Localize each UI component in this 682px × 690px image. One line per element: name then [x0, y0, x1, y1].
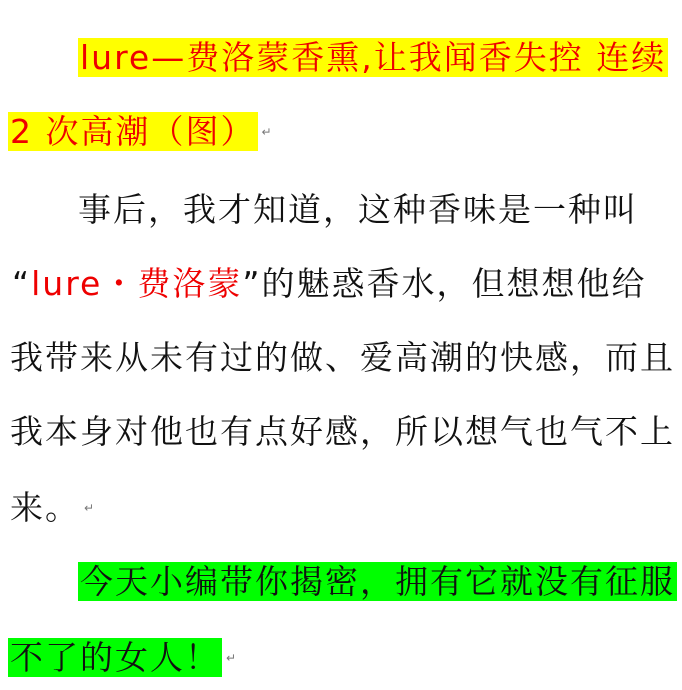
paragraph-1-text-1: 事后，我才知道，这种香味是一种叫 [78, 190, 638, 229]
paragraph-1-text-2: ”的魅惑香水，但想想他给 [242, 264, 647, 303]
paragraph-1-line-1 [78, 188, 638, 232]
paragraph-1-line-4 [10, 410, 675, 454]
product-name: lure・费洛蒙 [31, 264, 243, 303]
paragraph-2-highlight-2: 不了的女人！ [10, 638, 220, 677]
paragraph-mark-icon: ↵ [84, 501, 95, 515]
paragraph-1-text-3: 我带来从未有过的做、爱高潮的快感，而且 [10, 338, 675, 377]
paragraph-1-text-4: 我本身对他也有点好感，所以想气也气不上 [10, 412, 675, 451]
quote-open: “ [12, 264, 32, 303]
paragraph-1-line-2 [12, 262, 646, 306]
paragraph-2-line-2 [8, 636, 236, 680]
paragraph-mark-icon: ↵ [261, 125, 272, 139]
paragraph-1-text-5: 来。 [10, 488, 80, 527]
headline-line-1 [78, 36, 668, 80]
paragraph-mark-icon: ↵ [226, 651, 237, 665]
paragraph-2-highlight-1: 今天小编带你揭密，拥有它就没有征服 [80, 562, 675, 601]
headline-line-2 [8, 110, 272, 154]
paragraph-2-line-1 [78, 560, 677, 604]
headline-highlight-1: lure—费洛蒙香熏,让我闻香失控 连续 [80, 38, 667, 77]
headline-highlight-2: 2 次高潮（图） [10, 112, 256, 151]
paragraph-1-line-3 [10, 336, 675, 380]
paragraph-1-line-5 [10, 486, 94, 530]
